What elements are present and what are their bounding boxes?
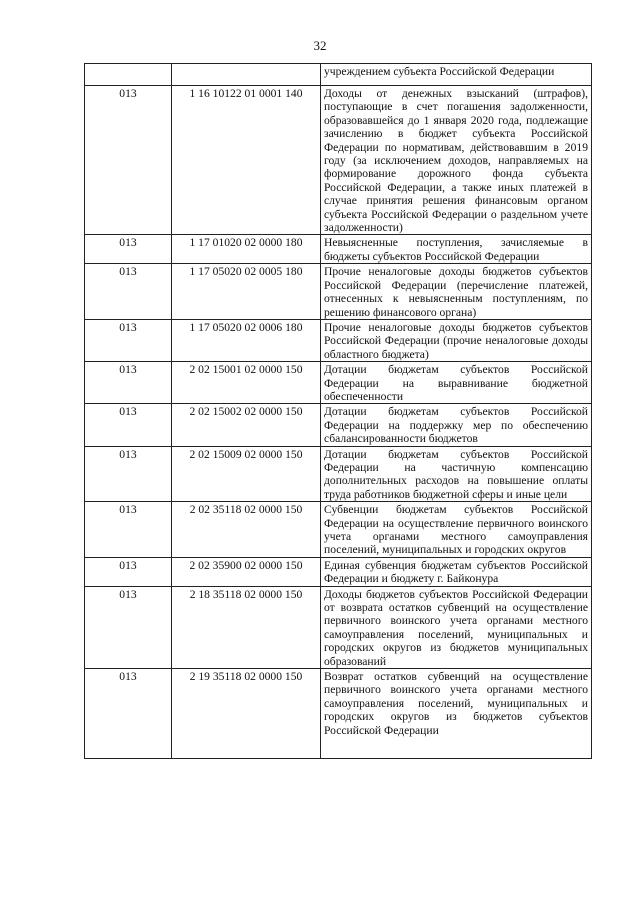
revenue-code-cell: 2 19 35118 02 0000 150 xyxy=(172,669,321,759)
revenue-code-cell xyxy=(172,64,321,86)
revenue-name-cell: Доходы от денежных взысканий (штрафов), поступающие в счет погашения задолженности, образовавшейся до 1 января 2020 года, подлежащие зачислению в бюджет субъекта Российской Федерации по нормативам, действовавшим в 2019 году (за исключением доходов, направляемых на формирование дорожного фонда субъекта Российской Федерации, а также иных платежей в случае принятия решения финансовым органом субъекта Российской Федерации о раздельном учете задолженности) xyxy=(321,86,592,235)
table-row xyxy=(85,446,592,502)
page-number: 32 xyxy=(313,38,327,53)
admin-code-cell: 013 xyxy=(85,86,172,235)
admin-code-cell: 013 xyxy=(85,362,172,404)
revenue-name-cell: Дотации бюджетам субъектов Российской Федерации на частичную компенсацию дополнительных расходов на повышение оплаты труда работников бюджетной сферы и иные цели xyxy=(321,446,592,502)
revenue-code-cell: 2 02 15002 02 0000 150 xyxy=(172,404,321,446)
revenue-code-cell: 1 16 10122 01 0001 140 xyxy=(172,86,321,235)
admin-code-cell: 013 xyxy=(85,446,172,502)
admin-code-cell: 013 xyxy=(85,557,172,586)
revenue-name-cell: Дотации бюджетам субъектов Российской Федерации на поддержку мер по обеспечению сбалансированности бюджетов xyxy=(321,404,592,446)
revenue-name-cell: Доходы бюджетов субъектов Российской Федерации от возврата остатков субвенций на осуществление первичного воинского учета органами местного самоуправления поселений, муниципальных и городских округов из бюджетов муниципальных образований xyxy=(321,586,592,668)
revenue-code-cell: 1 17 01020 02 0000 180 xyxy=(172,235,321,264)
revenue-code-cell: 2 02 35118 02 0000 150 xyxy=(172,502,321,558)
table-row xyxy=(85,235,592,264)
table-row xyxy=(85,586,592,668)
admin-code-cell: 013 xyxy=(85,404,172,446)
admin-code-cell: 013 xyxy=(85,586,172,668)
revenue-name-cell: Невыясненные поступления, зачисляемые в бюджеты субъектов Российской Федерации xyxy=(321,235,592,264)
table-row xyxy=(85,404,592,446)
table-row xyxy=(85,502,592,558)
revenue-code-cell: 2 02 15001 02 0000 150 xyxy=(172,362,321,404)
table-row xyxy=(85,319,592,361)
admin-code-cell: 013 xyxy=(85,669,172,759)
admin-code-cell: 013 xyxy=(85,319,172,361)
revenue-name-cell: Прочие неналоговые доходы бюджетов субъектов Российской Федерации (перечисление платежей, отнесенных к невыясненным поступлениям, по решению финансового органа) xyxy=(321,264,592,320)
table-row xyxy=(85,86,592,235)
admin-code-cell: 013 xyxy=(85,502,172,558)
table-row xyxy=(85,264,592,320)
revenue-codes-table xyxy=(84,63,592,759)
revenue-name-cell: Единая субвенция бюджетам субъектов Российской Федерации и бюджету г. Байконура xyxy=(321,557,592,586)
table-row xyxy=(85,669,592,759)
revenue-name-cell: Возврат остатков субвенций на осуществление первичного воинского учета органами местного самоуправления поселений, муниципальных и городских округов из бюджетов субъектов Российской Федерации xyxy=(321,669,592,759)
revenue-code-cell: 1 17 05020 02 0005 180 xyxy=(172,264,321,320)
revenue-name-cell: Прочие неналоговые доходы бюджетов субъектов Российской Федерации (прочие неналоговые доходы областного бюджета) xyxy=(321,319,592,361)
admin-code-cell: 013 xyxy=(85,235,172,264)
revenue-code-cell: 2 18 35118 02 0000 150 xyxy=(172,586,321,668)
admin-code-cell xyxy=(85,64,172,86)
table-row xyxy=(85,362,592,404)
admin-code-cell: 013 xyxy=(85,264,172,320)
revenue-code-cell: 2 02 15009 02 0000 150 xyxy=(172,446,321,502)
revenue-name-cell: учреждением субъекта Российской Федерации xyxy=(321,64,592,86)
revenue-code-cell: 2 02 35900 02 0000 150 xyxy=(172,557,321,586)
revenue-code-cell: 1 17 05020 02 0006 180 xyxy=(172,319,321,361)
revenue-name-cell: Субвенции бюджетам субъектов Российской Федерации на осуществление первичного воинского учета органами местного самоуправления поселений, муниципальных и городских округов xyxy=(321,502,592,558)
table-row xyxy=(85,64,592,86)
table-row xyxy=(85,557,592,586)
revenue-name-cell: Дотации бюджетам субъектов Российской Федерации на выравнивание бюджетной обеспеченности xyxy=(321,362,592,404)
